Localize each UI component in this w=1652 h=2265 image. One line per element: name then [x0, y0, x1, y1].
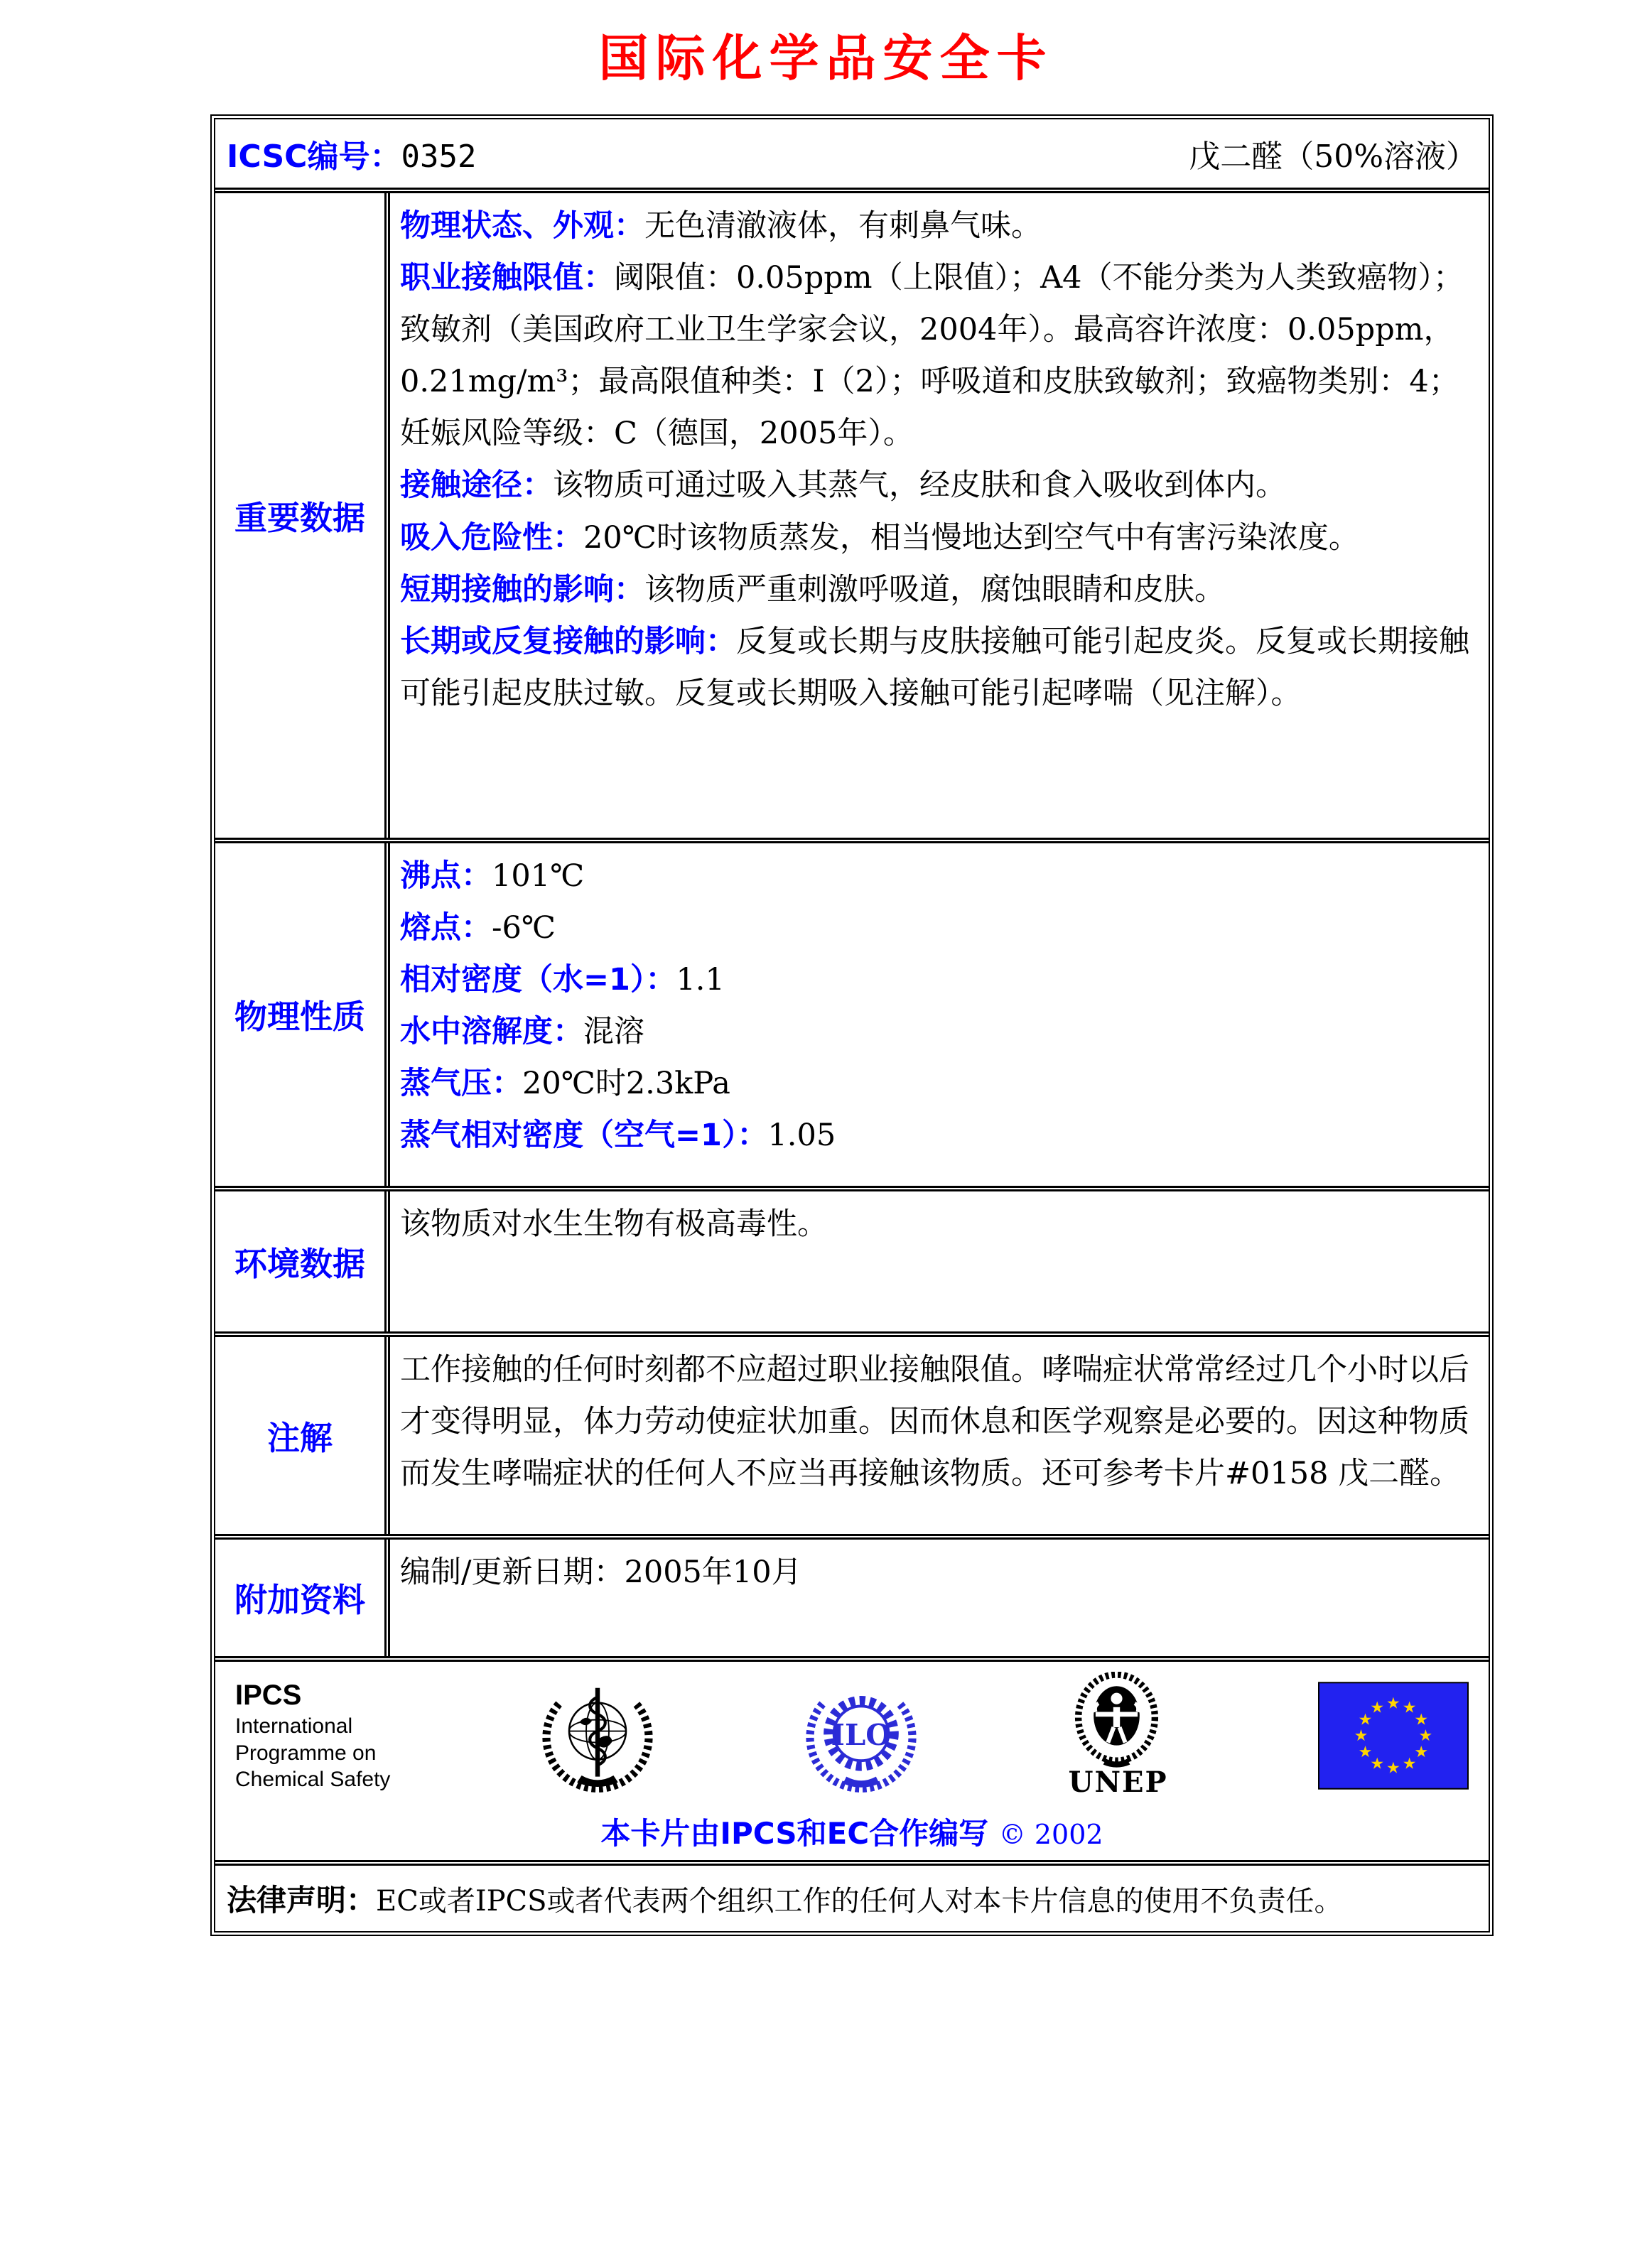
- legal-label: 法律声明：: [227, 1883, 377, 1918]
- field-value: 101℃: [492, 858, 585, 894]
- unep-logo-block: [1069, 1672, 1168, 1799]
- chemical-name: 戊二醛（50%溶液）: [1189, 139, 1477, 175]
- section-important-data: [215, 188, 1489, 838]
- ilo-logo-icon: [804, 1679, 918, 1793]
- ipcs-line-1: International: [235, 1714, 353, 1739]
- unep-label: UNEP: [1068, 1766, 1168, 1799]
- caption-text: 本卡片由IPCS和EC合作编写: [600, 1816, 989, 1851]
- svg-text:★: ★: [1414, 1709, 1429, 1729]
- field-label: 短期接触的影响：: [400, 571, 644, 607]
- header-row: [215, 119, 1489, 188]
- icsc-number-value: 0352: [401, 139, 477, 175]
- section-content-environmental-data: 该物质对水生生物有极高毒性。: [400, 1206, 828, 1242]
- field-value: 反复或长期与皮肤接触可能引起皮炎。反复或长期接触可能引起皮肤过敏。反复或长期吸入接触可能引起哮喘（见注解）。: [400, 623, 1469, 711]
- field-label: 蒸气压：: [400, 1066, 522, 1102]
- field-label: 长期或反复接触的影响：: [400, 623, 736, 659]
- logos-row: [215, 1656, 1489, 1860]
- physical-item-boiling-point: [400, 850, 1473, 902]
- svg-text:★: ★: [1386, 1694, 1400, 1713]
- section-content-physical-properties: [390, 843, 1489, 1186]
- field-value: 阈限值：0.05ppm（上限值）；A4（不能分类为人类致癌物）；致敏剂（美国政府工业卫生学家会议，2004年）。最高容许浓度：0.05ppm，0.21mg/m³；最高限值种类：I（2）；呼吸道和皮肤致敏剂；致癌物类别：4；妊娠风险等级：C（德国，2005年）。: [400, 260, 1464, 452]
- svg-text:★: ★: [1358, 1709, 1373, 1729]
- field-value: 1.1: [676, 962, 725, 998]
- section-label-notes: 注解: [215, 1337, 390, 1534]
- svg-text:★: ★: [1386, 1758, 1400, 1777]
- svg-text:★: ★: [1402, 1698, 1417, 1717]
- section-label-additional-info: 附加资料: [215, 1540, 390, 1656]
- section-label-physical-properties: 物理性质: [215, 843, 390, 1186]
- field-label: 接触途径：: [400, 467, 553, 504]
- page-title: 国际化学品安全卡: [598, 28, 1054, 87]
- section-content-important-data: [390, 193, 1489, 838]
- logos-line: [235, 1672, 1469, 1799]
- important-item-short-term: [400, 564, 1473, 616]
- copyright-text: © 2002: [998, 1819, 1103, 1850]
- field-value: 无色清澈液体，有刺鼻气味。: [644, 208, 1042, 244]
- field-value: 20℃时2.3kPa: [522, 1066, 730, 1102]
- ipcs-text-block: [235, 1677, 390, 1793]
- unep-logo-icon: [1069, 1672, 1165, 1771]
- ipcs-title: IPCS: [235, 1680, 302, 1712]
- svg-text:★: ★: [1402, 1753, 1417, 1773]
- section-content-notes: 工作接触的任何时刻都不应超过职业接触限值。哮喘症状常常经过几个小时以后才变得明显，体力劳动使症状加重。因而休息和医学观察是必要的。因这种物质而发生哮喘症状的任何人不应当再接触该物质。还可参考卡片#0158 戊二醛。: [400, 1352, 1469, 1492]
- field-label: 相对密度（水=1）：: [400, 962, 676, 998]
- ilo-letters: ILO: [831, 1717, 892, 1752]
- svg-text:★: ★: [1370, 1698, 1385, 1717]
- field-value: 1.05: [767, 1118, 836, 1154]
- physical-item-melting-point: [400, 902, 1473, 954]
- field-value: 该物质严重刺激呼吸道，腐蚀眼睛和皮肤。: [644, 571, 1225, 607]
- important-item-long-term: [400, 616, 1473, 720]
- svg-text:★: ★: [1354, 1726, 1368, 1745]
- field-label: 吸入危险性：: [400, 519, 583, 556]
- important-item-occupational-limits: [400, 252, 1473, 460]
- field-label: 沸点：: [400, 858, 492, 894]
- important-item-inhalation-risk: [400, 512, 1473, 564]
- icsc-number-label: ICSC编号：: [227, 139, 401, 175]
- card-caption: [235, 1810, 1469, 1853]
- field-label: 职业接触限值：: [400, 260, 614, 296]
- physical-item-water-solubility: [400, 1006, 1473, 1058]
- eu-flag-icon: [1318, 1682, 1469, 1790]
- ipcs-line-3: Chemical Safety: [235, 1768, 391, 1792]
- svg-text:★: ★: [1370, 1753, 1385, 1773]
- svg-text:★: ★: [1414, 1742, 1429, 1761]
- important-item-appearance: [400, 200, 1473, 252]
- field-label: 水中溶解度：: [400, 1014, 583, 1050]
- physical-item-vapor-pressure: [400, 1058, 1473, 1110]
- icsc-table: [210, 114, 1494, 1936]
- section-notes: [215, 1331, 1489, 1534]
- section-label-important-data: 重要数据: [215, 193, 390, 838]
- svg-text:★: ★: [1418, 1726, 1433, 1745]
- section-environmental-data: [215, 1186, 1489, 1331]
- icsc-number-group: [227, 131, 476, 176]
- section-additional-info: [215, 1534, 1489, 1656]
- legal-content: [227, 1877, 1343, 1920]
- who-logo-icon: [541, 1679, 654, 1793]
- field-value: -6℃: [492, 910, 556, 946]
- legal-row: [215, 1860, 1489, 1931]
- field-value: 混溶: [583, 1014, 644, 1050]
- ipcs-line-2: Programme on: [235, 1741, 377, 1765]
- svg-text:★: ★: [1358, 1742, 1373, 1761]
- field-label: 物理状态、外观：: [400, 208, 644, 244]
- physical-item-relative-density: [400, 954, 1473, 1006]
- legal-text: EC或者IPCS或者代表两个组织工作的任何人对本卡片信息的使用不负责任。: [376, 1885, 1343, 1918]
- section-content-additional-info: 编制/更新日期：2005年10月: [400, 1555, 802, 1590]
- important-item-exposure-routes: [400, 460, 1473, 512]
- section-physical-properties: [215, 838, 1489, 1186]
- field-value: 该物质可通过吸入其蒸气，经皮肤和食入吸收到体内。: [553, 467, 1286, 504]
- physical-item-vapor-relative-density: [400, 1110, 1473, 1162]
- field-label: 蒸气相对密度（空气=1）：: [400, 1118, 768, 1154]
- section-label-environmental-data: 环境数据: [215, 1191, 390, 1331]
- field-label: 熔点：: [400, 910, 492, 946]
- field-value: 20℃时该物质蒸发，相当慢地达到空气中有害污染浓度。: [583, 519, 1359, 556]
